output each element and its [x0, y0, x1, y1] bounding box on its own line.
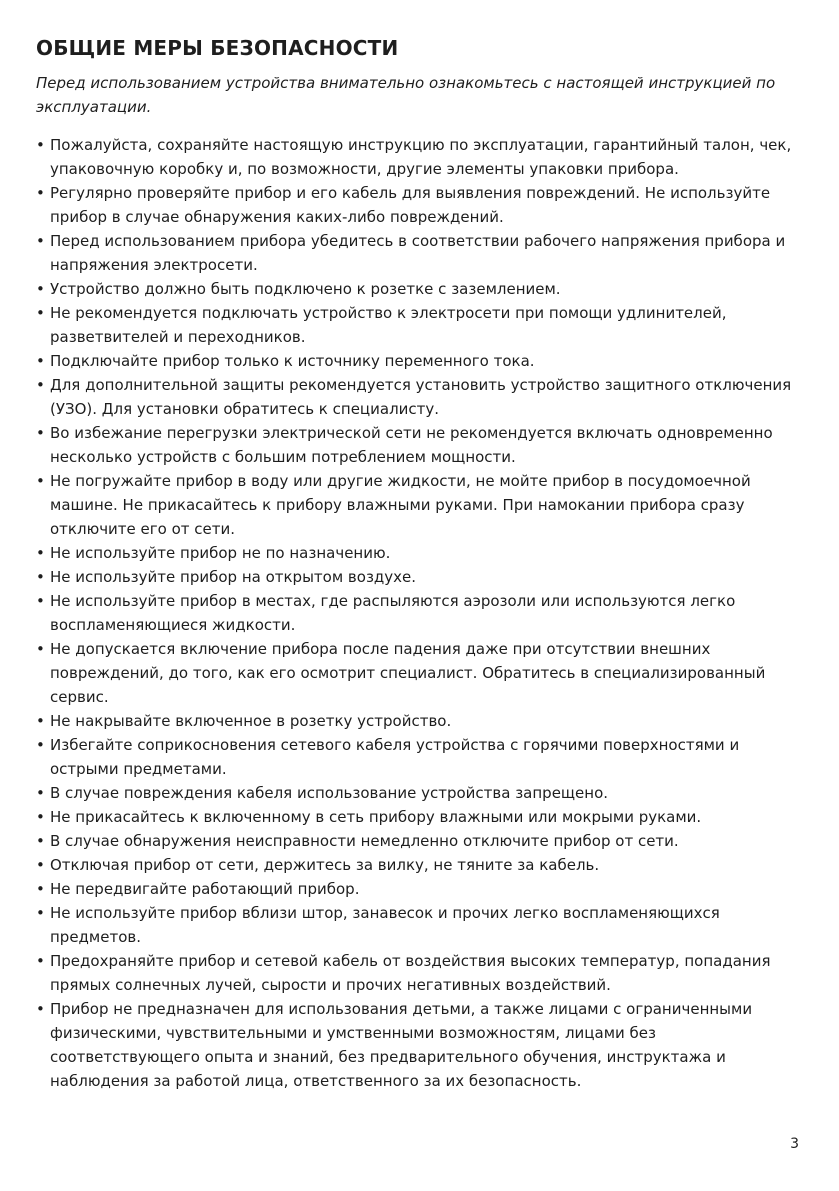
- list-item: • Не рекомендуется подключать устройство к электросети при помощи удлинителей, разветвителей и переходников.: [36, 301, 808, 349]
- list-item: • Не накрывайте включенное в розетку устройство.: [36, 709, 808, 733]
- list-item: • Не используйте прибор на открытом воздухе.: [36, 565, 808, 589]
- list-item: • Во избежание перегрузки электрической сети не рекомендуется включать одновременно несколько устройств с большим потреблением мощности.: [36, 421, 808, 469]
- list-item: • Предохраняйте прибор и сетевой кабель от воздействия высоких температур, попадания прямых солнечных лучей, сырости и прочих негативных воздействий.: [36, 949, 808, 997]
- list-item: • Подключайте прибор только к источнику переменного тока.: [36, 349, 808, 373]
- list-item: • Пожалуйста, сохраняйте настоящую инструкцию по эксплуатации, гарантийный талон, чек, упаковочную коробку и, по возможности, другие элементы упаковки прибора.: [36, 133, 808, 181]
- list-item: • В случае повреждения кабеля использование устройства запрещено.: [36, 781, 808, 805]
- list-item: • Устройство должно быть подключено к розетке с заземлением.: [36, 277, 808, 301]
- list-item: • Не допускается включение прибора после падения даже при отсутствии внешних повреждений, до того, как его осмотрит специалист. Обратитесь в специализированный сервис.: [36, 637, 808, 709]
- list-item: • Прибор не предназначен для использования детьми, а также лицами с ограниченными физическими, чувствительными и умственными возможностям, лицами без соответствующего опыта и знаний, без предварительного обучения, инструктажа и наблюдения за работой лица, ответственного за их безопасность.: [36, 997, 808, 1093]
- list-item: • Не передвигайте работающий прибор.: [36, 877, 808, 901]
- page-number: 3: [790, 1136, 799, 1152]
- page-title: ОБЩИЕ МЕРЫ БЕЗОПАСНОСТИ: [36, 36, 399, 60]
- intro-text: Перед использованием устройства внимательно ознакомьтесь с настоящей инструкцией по эксплуатации.: [36, 74, 776, 116]
- list-item: • Для дополнительной защиты рекомендуется установить устройство защитного отключения (УЗО). Для установки обратитесь к специалисту.: [36, 373, 808, 421]
- document-page: [36, 33, 808, 1093]
- list-item: • Перед использованием прибора убедитесь в соответствии рабочего напряжения прибора и напряжения электросети.: [36, 229, 808, 277]
- list-item: • Не используйте прибор не по назначению.: [36, 541, 808, 565]
- list-item: • Отключая прибор от сети, держитесь за вилку, не тяните за кабель.: [36, 853, 808, 877]
- list-item: • Не погружайте прибор в воду или другие жидкости, не мойте прибор в посудомоечной машине. Не прикасайтесь к прибору влажными руками. При намокании прибора сразу отключите его от сети.: [36, 469, 808, 541]
- list-item: • Не используйте прибор вблизи штор, занавесок и прочих легко воспламеняющихся предметов.: [36, 901, 808, 949]
- list-item: • Избегайте соприкосновения сетевого кабеля устройства с горячими поверхностями и острыми предметами.: [36, 733, 808, 781]
- list-item: • В случае обнаружения неисправности немедленно отключите прибор от сети.: [36, 829, 808, 853]
- list-item: • Регулярно проверяйте прибор и его кабель для выявления повреждений. Не используйте прибор в случае обнаружения каких-либо повреждений.: [36, 181, 808, 229]
- safety-rules-list: [36, 133, 808, 1093]
- list-item: • Не прикасайтесь к включенному в сеть прибору влажными или мокрыми руками.: [36, 805, 808, 829]
- list-item: • Не используйте прибор в местах, где распыляются аэрозоли или используются легко воспламеняющиеся жидкости.: [36, 589, 808, 637]
